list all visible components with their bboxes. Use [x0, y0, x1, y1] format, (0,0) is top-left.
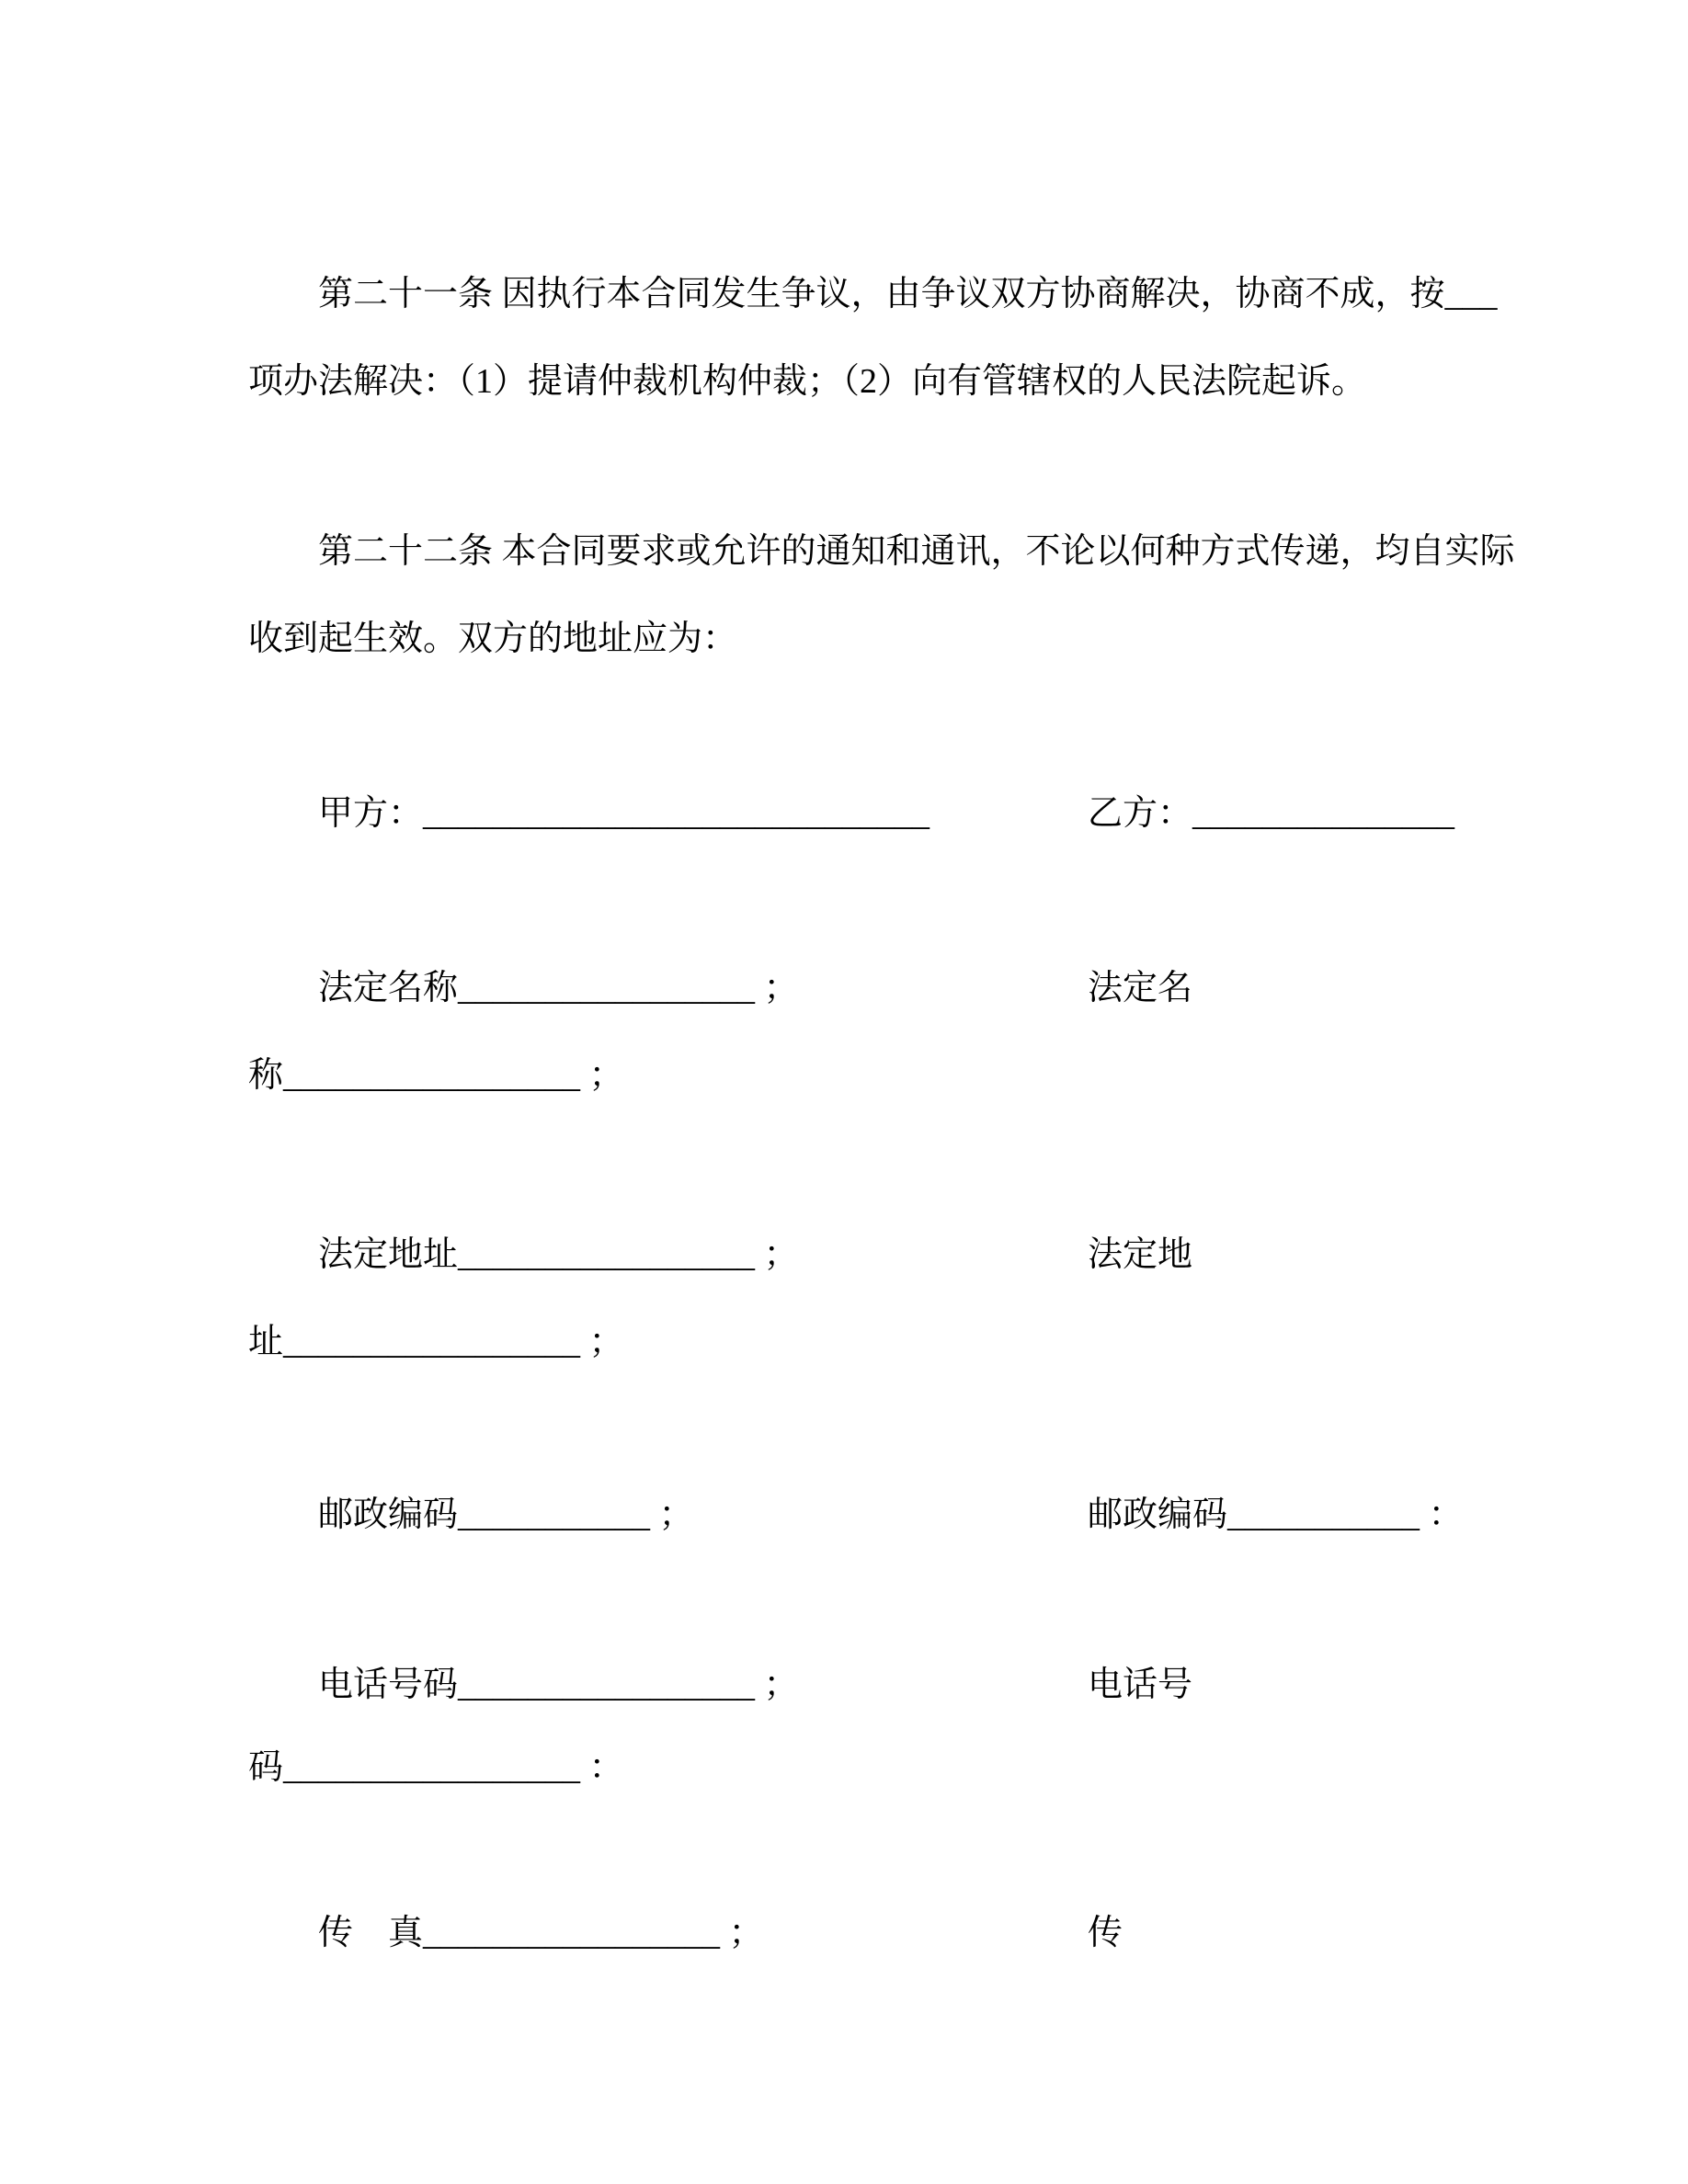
- party-b-blank-field: 乙方：_______________: [1088, 794, 1455, 833]
- legal-address-field-party-b-wrap: 址_________________ ；: [248, 1323, 624, 1361]
- postal-code-field-party-b: 邮政编码___________ ：: [1088, 1496, 1464, 1534]
- phone-number-label-party-b: 电话号: [1088, 1666, 1193, 1704]
- article-22-line-2: 收到起生效。双方的地址应为：: [248, 620, 738, 658]
- legal-address-label-party-b: 法定地: [1088, 1235, 1193, 1274]
- article-21-line-2: 项办法解决：（1）提请仲裁机构仲裁；（2）向有管辖权的人民法院起诉。: [248, 362, 1367, 401]
- legal-name-field-party-b-wrap: 称_________________ ；: [248, 1056, 624, 1095]
- party-a-blank-field: 甲方：_____________________________: [318, 794, 930, 833]
- legal-name-field-party-a: 法定名称_________________ ；: [318, 969, 799, 1007]
- fax-label-party-b: 传: [1088, 1914, 1123, 1952]
- phone-number-field-party-a: 电话号码_________________ ；: [318, 1666, 799, 1704]
- legal-name-label-party-b: 法定名: [1088, 969, 1193, 1007]
- phone-number-field-party-b-wrap: 码_________________ ：: [248, 1748, 624, 1787]
- article-21-line-1: 第二十一条 因执行本合同发生争议，由争议双方协商解决，协商不成，按___: [318, 275, 1498, 313]
- legal-address-field-party-a: 法定地址_________________ ；: [318, 1235, 799, 1274]
- postal-code-field-party-a: 邮政编码___________ ；: [318, 1496, 694, 1534]
- article-22-line-1: 第二十二条 本合同要求或允许的通知和通讯，不论以何种方式传递，均自实际: [318, 532, 1515, 571]
- fax-field-party-a: 传 真_________________ ；: [318, 1914, 764, 1952]
